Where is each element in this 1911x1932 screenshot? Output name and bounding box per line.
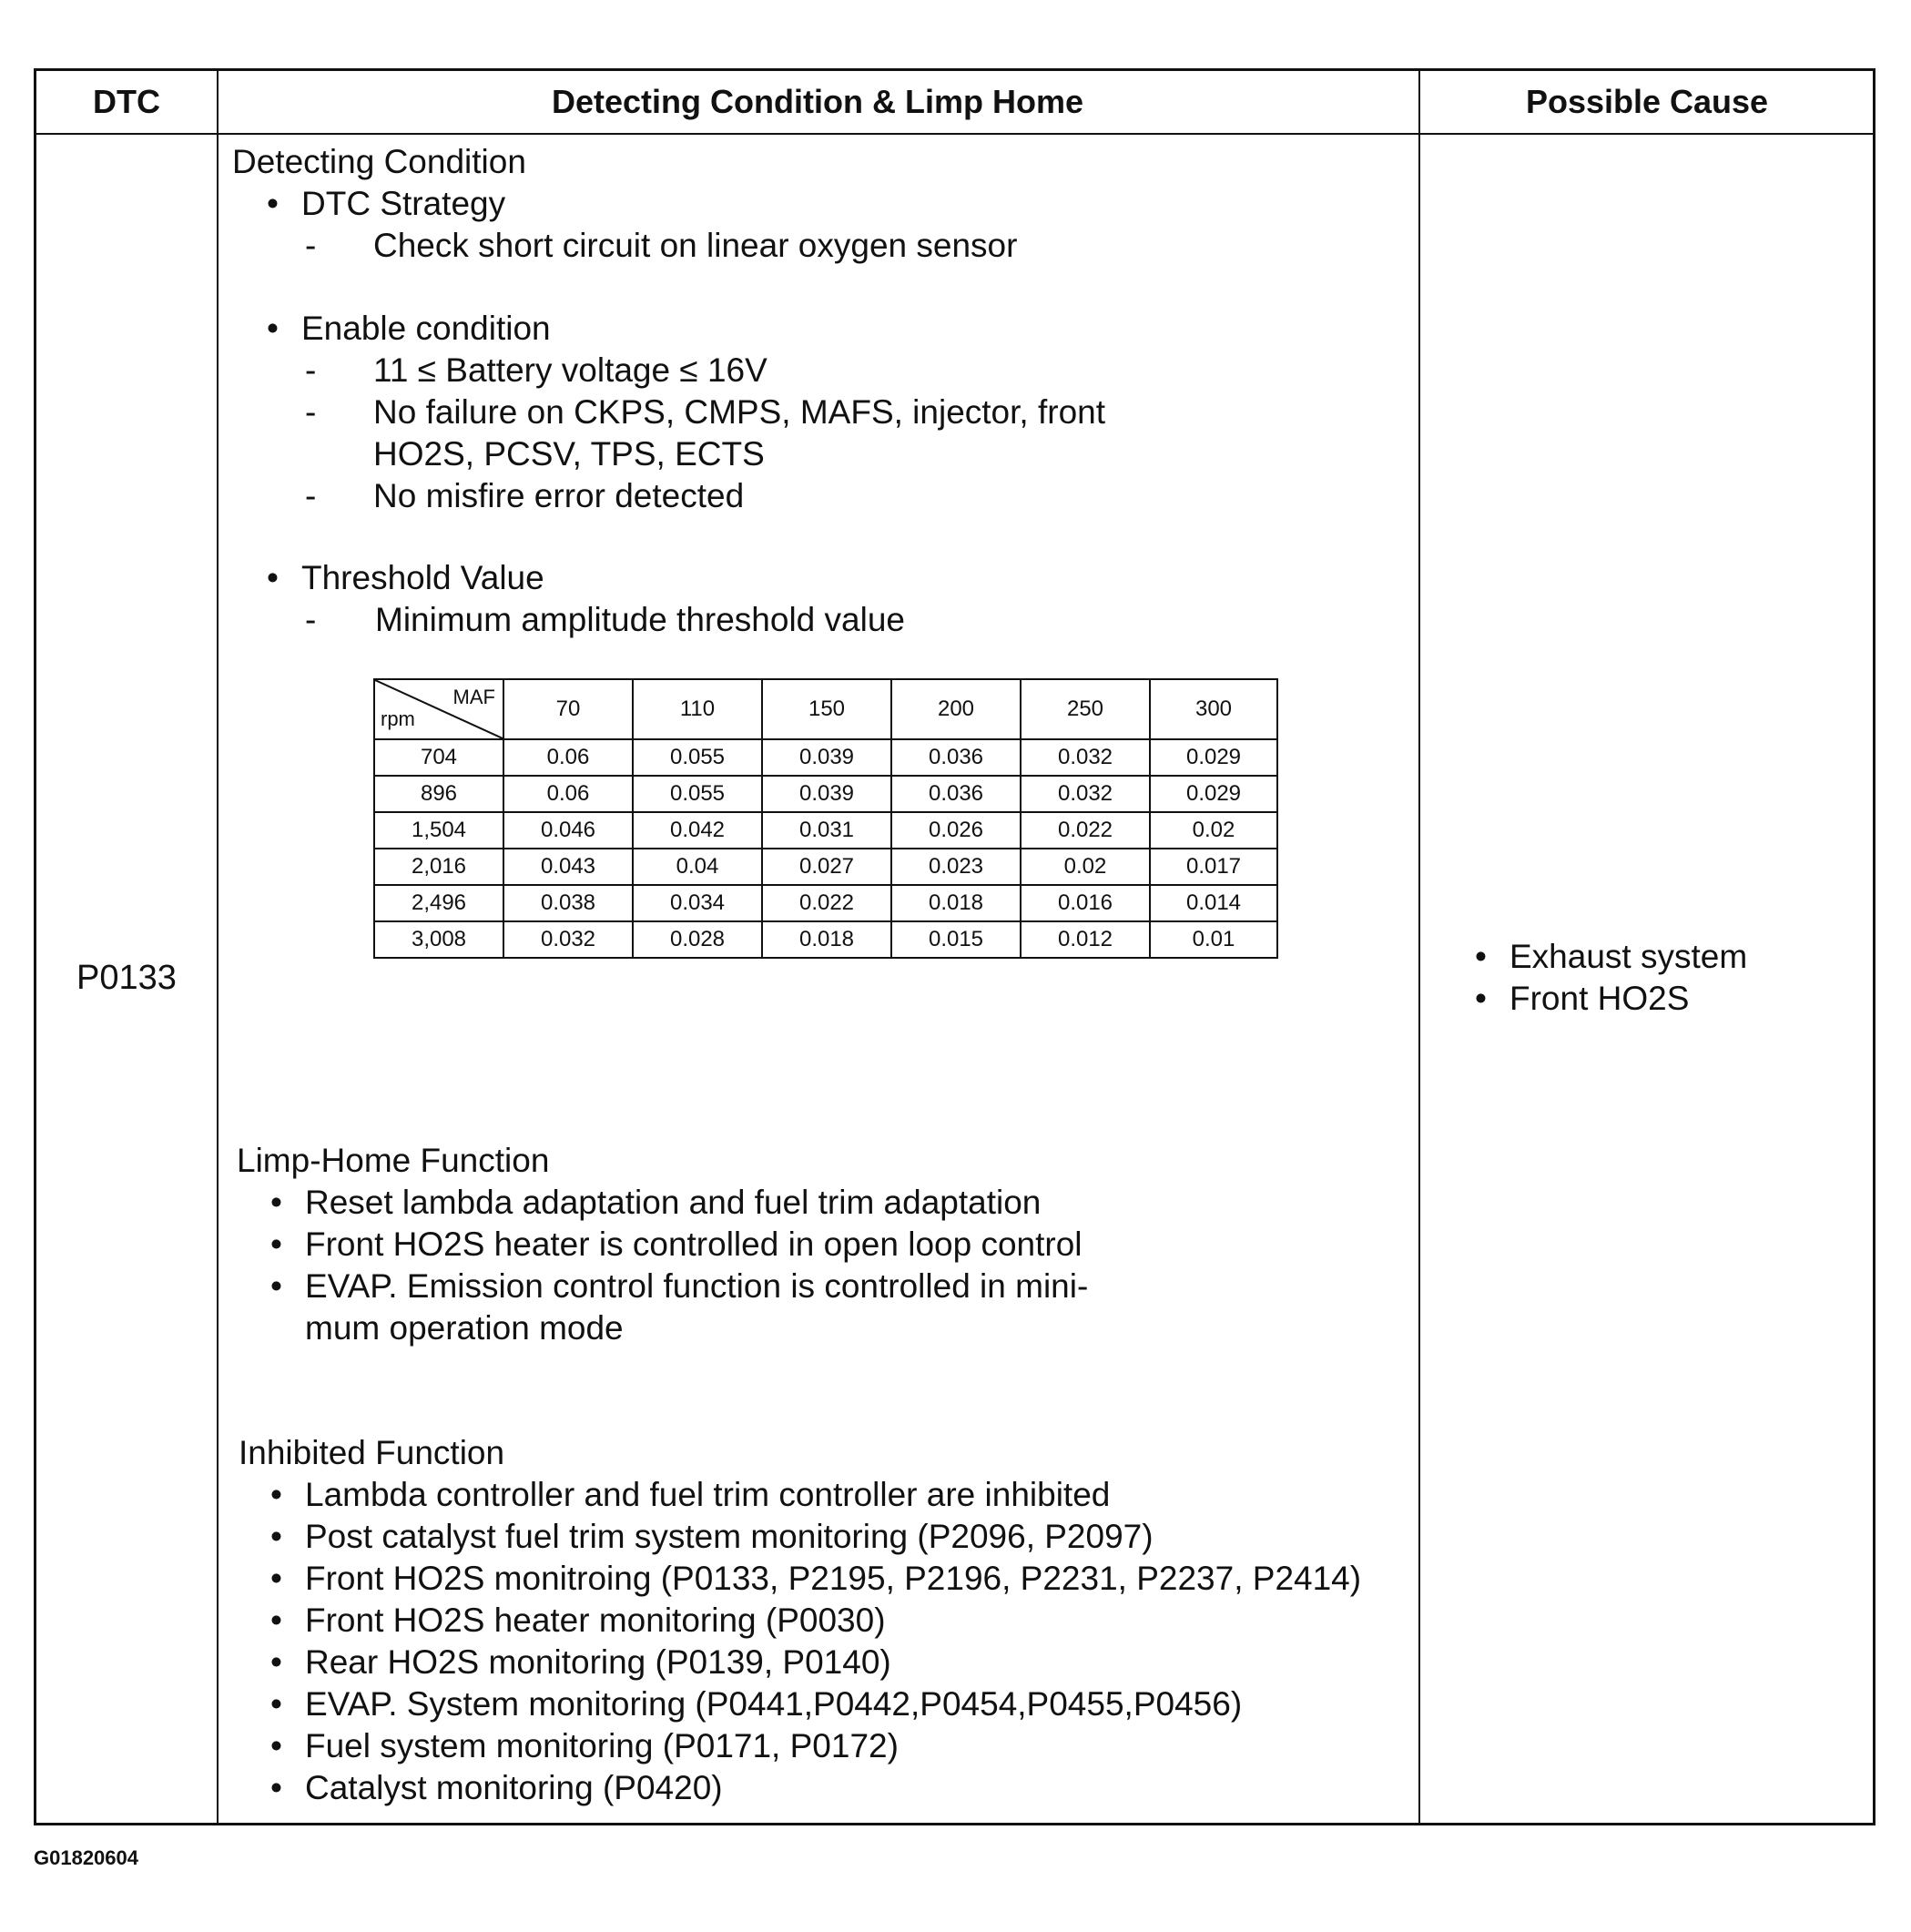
- threshold-value-cell: 0.036: [891, 739, 1021, 776]
- threshold-value-cell: 0.032: [1021, 776, 1150, 812]
- dash-item: -: [305, 351, 317, 389]
- inhibited-text: EVAP. System monitoring (P0441,P0442,P0454,P0455,P0456): [305, 1685, 1243, 1723]
- corner-cell: [374, 679, 503, 739]
- inhibited-item: [270, 1560, 1361, 1598]
- limp-home-text: Reset lambda adaptation and fuel trim adaptation: [305, 1184, 1042, 1221]
- column-divider: [1418, 71, 1420, 1823]
- rpm-label: rpm: [381, 707, 415, 730]
- inhibited-item: [270, 1476, 1110, 1514]
- maf-header: 200: [891, 679, 1021, 739]
- maf-header: 250: [1021, 679, 1150, 739]
- threshold-value-cell: 0.032: [1021, 739, 1150, 776]
- threshold-row: [374, 885, 1277, 921]
- cause-text: Exhaust system: [1509, 938, 1748, 975]
- threshold-value-cell: 0.016: [1021, 885, 1150, 921]
- dash-item: -: [305, 601, 317, 638]
- bullet-dot: •: [270, 1769, 282, 1806]
- enable-item: 11 ≤ Battery voltage ≤ 16V: [373, 351, 767, 389]
- threshold-value-cell: 0.029: [1150, 739, 1277, 776]
- strategy-label: DTC Strategy: [301, 185, 506, 222]
- threshold-value-cell: 0.023: [891, 849, 1021, 885]
- dash-item: -: [305, 477, 317, 514]
- threshold-value-cell: 0.02: [1150, 812, 1277, 849]
- bullet-dot: •: [270, 1476, 282, 1513]
- threshold-value-cell: 0.015: [891, 921, 1021, 958]
- threshold-value-cell: 0.02: [1021, 849, 1150, 885]
- threshold-value-cell: 0.06: [503, 776, 633, 812]
- inhibited-title: Inhibited Function: [239, 1434, 505, 1471]
- inhibited-item: [270, 1685, 1242, 1724]
- bullet-dot: •: [270, 1643, 282, 1681]
- rpm-cell: 704: [374, 739, 503, 776]
- possible-cause-list: [1475, 936, 1747, 1020]
- limp-home-text: Front HO2S heater is controlled in open loop control: [305, 1225, 1083, 1263]
- threshold-value-cell: 0.039: [762, 739, 891, 776]
- threshold-value-cell: 0.018: [762, 921, 891, 958]
- threshold-value-cell: 0.027: [762, 849, 891, 885]
- dash-item: -: [305, 227, 317, 264]
- threshold-header-row: [374, 679, 1277, 739]
- threshold-value-cell: 0.014: [1150, 885, 1277, 921]
- threshold-row: [374, 776, 1277, 812]
- threshold-value-cell: 0.017: [1150, 849, 1277, 885]
- bullet-dot: •: [1475, 938, 1487, 975]
- rpm-cell: 2,016: [374, 849, 503, 885]
- threshold-value-cell: 0.022: [762, 885, 891, 921]
- threshold-value-cell: 0.04: [633, 849, 762, 885]
- threshold-row: [374, 849, 1277, 885]
- limp-home-text: mum operation mode: [305, 1309, 624, 1347]
- maf-header: 110: [633, 679, 762, 739]
- inhibited-item: [270, 1727, 899, 1765]
- threshold-value-cell: 0.026: [891, 812, 1021, 849]
- inhibited-text: Front HO2S heater monitoring (P0030): [305, 1602, 886, 1639]
- bullet-enable-condition: • Enable condition: [267, 310, 551, 347]
- header-condition: Detecting Condition & Limp Home: [552, 83, 1083, 120]
- maf-label: MAF: [452, 686, 495, 708]
- rpm-cell: 2,496: [374, 885, 503, 921]
- threshold-value-cell: 0.055: [633, 776, 762, 812]
- rpm-cell: 3,008: [374, 921, 503, 958]
- bullet-dot: •: [270, 1727, 282, 1764]
- threshold-label: Threshold Value: [301, 559, 544, 596]
- dash-item: -: [305, 393, 317, 431]
- bullet-dot: •: [270, 1560, 282, 1597]
- threshold-item: Minimum amplitude threshold value: [375, 601, 905, 638]
- threshold-value-cell: 0.028: [633, 921, 762, 958]
- header-divider: [36, 133, 1873, 135]
- inhibited-item: [270, 1769, 723, 1807]
- limp-home-item: • EVAP. Emission control function is controlled in mini-: [270, 1267, 1089, 1305]
- limp-home-title: Limp-Home Function: [237, 1142, 550, 1179]
- enable-item: No failure on CKPS, CMPS, MAFS, injector, front: [373, 393, 1106, 431]
- inhibited-item: [270, 1518, 1154, 1556]
- rpm-cell: 896: [374, 776, 503, 812]
- bullet-dtc-strategy: • DTC Strategy: [267, 185, 506, 222]
- inhibited-item: [270, 1643, 891, 1682]
- threshold-value-cell: 0.042: [633, 812, 762, 849]
- limp-home-item: • Reset lambda adaptation and fuel trim adaptation: [270, 1184, 1042, 1221]
- limp-home-text: EVAP. Emission control function is controlled in mini-: [305, 1267, 1089, 1305]
- column-divider: [217, 71, 219, 1823]
- threshold-value-cell: 0.032: [503, 921, 633, 958]
- inhibited-text: Post catalyst fuel trim system monitoring (P2096, P2097): [305, 1518, 1154, 1555]
- inhibited-text: Front HO2S monitroing (P0133, P2195, P2196, P2231, P2237, P2414): [305, 1560, 1362, 1597]
- bullet-threshold-value: • Threshold Value: [267, 559, 544, 596]
- maf-header: 70: [503, 679, 633, 739]
- strategy-item: Check short circuit on linear oxygen sensor: [373, 227, 1018, 264]
- inhibited-text: Fuel system monitoring (P0171, P0172): [305, 1727, 899, 1764]
- cause-item: [1475, 936, 1747, 978]
- maf-header: 150: [762, 679, 891, 739]
- figure-id: G01820604: [34, 1846, 138, 1869]
- rpm-cell: 1,504: [374, 812, 503, 849]
- dtc-code: P0133: [76, 959, 177, 997]
- threshold-row: [374, 739, 1277, 776]
- limp-home-item: • Front HO2S heater is controlled in open loop control: [270, 1225, 1083, 1263]
- threshold-value-cell: 0.012: [1021, 921, 1150, 958]
- threshold-value-cell: 0.06: [503, 739, 633, 776]
- threshold-value-cell: 0.043: [503, 849, 633, 885]
- threshold-value-cell: 0.029: [1150, 776, 1277, 812]
- enable-item: HO2S, PCSV, TPS, ECTS: [373, 435, 765, 473]
- threshold-value-cell: 0.022: [1021, 812, 1150, 849]
- inhibited-item: [270, 1602, 886, 1640]
- bullet-dot: •: [270, 1602, 282, 1639]
- threshold-value-cell: 0.036: [891, 776, 1021, 812]
- threshold-value-cell: 0.055: [633, 739, 762, 776]
- threshold-value-cell: 0.018: [891, 885, 1021, 921]
- inhibited-text: Rear HO2S monitoring (P0139, P0140): [305, 1643, 891, 1681]
- threshold-row: [374, 812, 1277, 849]
- bullet-dot: •: [270, 1518, 282, 1555]
- threshold-value-cell: 0.01: [1150, 921, 1277, 958]
- maf-header: 300: [1150, 679, 1277, 739]
- enable-label: Enable condition: [301, 310, 551, 347]
- bullet-dot: •: [1475, 980, 1487, 1017]
- threshold-value-cell: 0.046: [503, 812, 633, 849]
- cause-item: [1475, 978, 1747, 1020]
- inhibited-text: Lambda controller and fuel trim controller are inhibited: [305, 1476, 1111, 1513]
- threshold-table: [373, 678, 1278, 959]
- threshold-value-cell: 0.038: [503, 885, 633, 921]
- inhibited-text: Catalyst monitoring (P0420): [305, 1769, 723, 1806]
- threshold-value-cell: 0.031: [762, 812, 891, 849]
- threshold-value-cell: 0.034: [633, 885, 762, 921]
- header-cause: Possible Cause: [1525, 83, 1769, 120]
- cause-text: Front HO2S: [1509, 980, 1690, 1017]
- enable-item: No misfire error detected: [373, 477, 745, 514]
- detecting-title: Detecting Condition: [232, 143, 526, 180]
- threshold-value-cell: 0.039: [762, 776, 891, 812]
- bullet-dot: •: [270, 1685, 282, 1723]
- header-dtc: DTC: [93, 83, 160, 120]
- threshold-row: [374, 921, 1277, 958]
